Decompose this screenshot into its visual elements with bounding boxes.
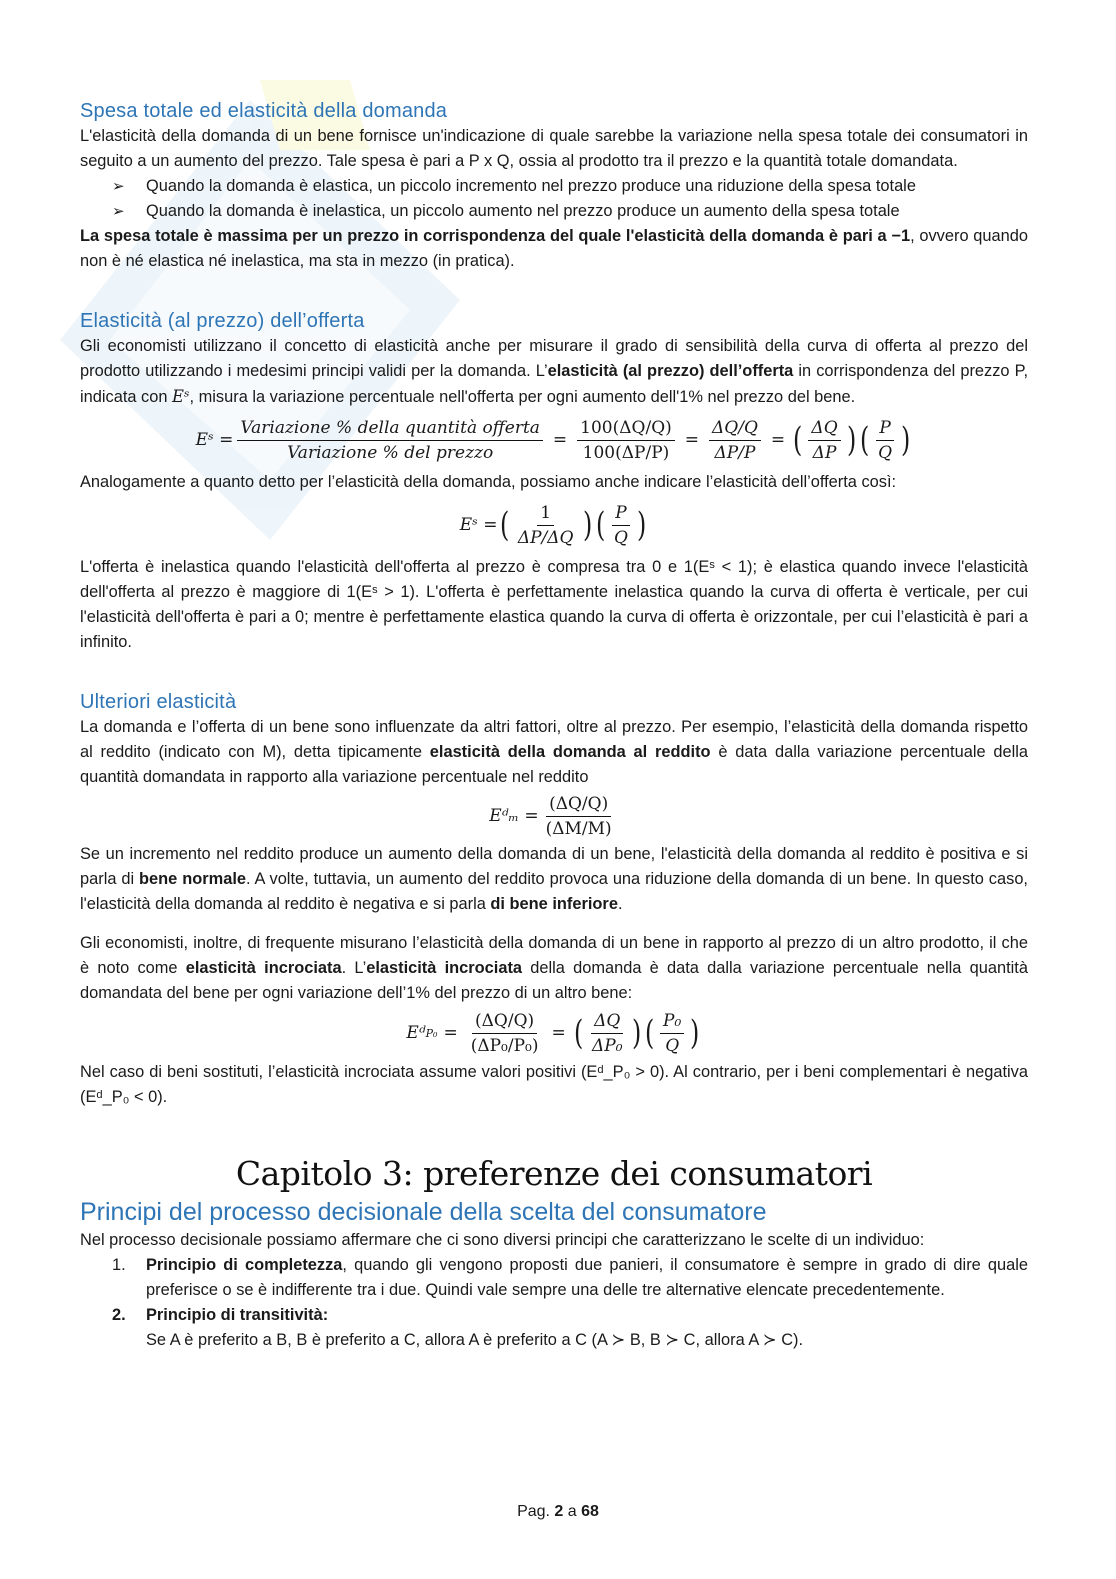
list-item: ➢ Quando la domanda è inelastica, un piccolo aumento nel prezzo produce un aumento della spesa totale: [80, 199, 1028, 224]
paragraph-ulteriori-incrociata: Gli economisti, inoltre, di frequente misurano l’elasticità della domanda di un bene in rapporto al prezzo di un altro prodotto, il che è noto come elasticità incrociata. L’elasticità incrociata della domanda è data dalla variazione percentuale nella quantità domandata del bene per ogni variazione dell’1% del prezzo di un altro bene:: [80, 934, 1028, 1002]
paragraph-chapter-intro: Nel processo decisionale possiamo affermare che ci sono diversi principi che caratterizzano le scelte di un individuo:: [80, 1231, 925, 1249]
list-item: 1. Principio di completezza, quando gli vengono proposti due panieri, il consumatore è sempre in grado di dire quale preferisce o se è indifferente tra i due. Quindi vale sempre una delle tre alternative elencate precedentemente.: [112, 1256, 1029, 1299]
section-title-ulteriori: Ulteriori elasticità: [80, 691, 237, 713]
paragraph-ulteriori-normale: Se un incremento nel reddito produce un aumento della domanda di un bene, l'elasticità della domanda al reddito è positiva e si parla di bene normale. A volte, tuttavia, un aumento del reddito provoca una riduzione della domanda di un bene. In questo caso, l'elasticità della domanda al reddito è negativa e si parla di bene inferiore.: [80, 845, 1028, 913]
equation-elasticity-incrociata: Eᵈ P₀ = $\frac{(\Delta Q/Q)}{\text{(ΔP₀/P₀)}}$ = ( $\frac{\Delta Q}{\text{ΔP₀}}$ ) ( $\frac{\text{P₀}}{Q}$ ): [406, 1010, 700, 1056]
equation-elasticity-reddito: Eᵈₘ = $\frac{(\Delta Q/Q)}{(\Delta M/M)}$: [489, 793, 612, 839]
equation-elasticity-offerta: Eˢ = $\frac{\text{Variazione \% della quantità offerta}}{\text{Variazione \% del prezzo}}$ = $\frac{100(\Delta Q/Q)}{100(\Delta P/P)}$ = $\frac{\Delta Q/Q}{\Delta P/P}$ = ( $\frac{\Delta Q}{\Delta P}$ ) ( $\frac{P}{Q}$ ): [195, 417, 911, 463]
paragraph-offerta-def: Gli economisti utilizzano il concetto di elasticità anche per misurare il grado di sensibilità della curva di offerta al prezzo del prodotto utilizzando i medesimi principi validi per la domanda. L’elasticità (al prezzo) dell’offerta in corrispondenza del prezzo P, indicata con Eˢ, misura la variazione percentuale nell'offerta per ogni aumento dell'1% nel prezzo del bene.: [80, 337, 1029, 406]
paragraph-spesa-intro: L'elasticità della domanda di un bene fornisce un'indicazione di quale sarebbe la variazione nella spesa totale dei consumatori in seguito a un aumento del prezzo. Tale spesa è pari a P x Q, ossia al prodotto tra il prezzo e la quantità totale domandata.: [80, 127, 1028, 170]
section-title-offerta: Elasticità (al prezzo) dell’offerta: [80, 310, 365, 332]
bullet-list-spesa: [80, 174, 1028, 224]
equation-elasticity-offerta-alt: Eˢ = ( $\frac{1}{\Delta P/\Delta Q}$ ) ( $\frac{P}{Q}$ ): [459, 502, 647, 548]
list-item: ➢ Quando la domanda è elastica, un piccolo incremento nel prezzo produce una riduzione della spesa totale: [80, 174, 1028, 199]
paragraph-spesa-conclusion: La spesa totale è massima per un prezzo in corrispondenza del quale l'elasticità della domanda è pari a −1, ovvero quando non è né elastica né inelastica, ma sta in mezzo (in pratica).: [80, 227, 1028, 270]
arrow-bullet-icon: ➢: [112, 203, 125, 220]
chapter-title: Capitolo 3: preferenze dei consumatori: [235, 1154, 873, 1193]
paragraph-offerta-inelastica: L'offerta è inelastica quando l'elasticità dell'offerta al prezzo è compresa tra 0 e 1(Eˢ < 1); è elastica quando invece l'elasticità dell'offerta al prezzo è maggiore di 1(Eˢ > 1). L'offerta è perfettamente inelastica quando la curva di offerta è verticale, per cui l'elasticità dell'offerta è pari a 0; mentre è perfettamente elastica quando la curva di offerta è orizzontale, per cui l’elasticità è pari a infinito.: [80, 558, 1028, 651]
list-item: 2. Principio di transitività: Se A è preferito a B, B è preferito a C, allora A è preferito a C (A ≻ B, B ≻ C, allora A ≻ C).: [112, 1306, 804, 1349]
paragraph-offerta-analogamente: Analogamente a quanto detto per l’elasticità della domanda, possiamo anche indicare l’elasticità dell’offerta così:: [80, 473, 897, 491]
page-content: [80, 98, 1028, 1353]
chapter-subtitle: Principi del processo decisionale della scelta del consumatore: [80, 1198, 767, 1226]
paragraph-ulteriori-sostituti: Nel caso di beni sostituti, l’elasticità incrociata assume valori positivi (Eᵈ_P₀ > 0). Al contrario, per i beni complementari è negativa (Eᵈ_P₀ < 0).: [80, 1063, 1028, 1106]
section-title-spesa: Spesa totale ed elasticità della domanda: [80, 100, 448, 122]
principles-list: [80, 1253, 1028, 1353]
page-footer: Pag. 2 a 68: [517, 1503, 599, 1520]
paragraph-ulteriori-reddito: La domanda e l’offerta di un bene sono influenzate da altri fattori, oltre al prezzo. Per esempio, l’elasticità della domanda rispetto al reddito (indicato con M), detta tipicamente elasticità della domanda al reddito è data dalla variazione percentuale della quantità domandata in rapporto alla variazione percentuale nel reddito: [80, 718, 1028, 786]
arrow-bullet-icon: ➢: [112, 178, 125, 195]
